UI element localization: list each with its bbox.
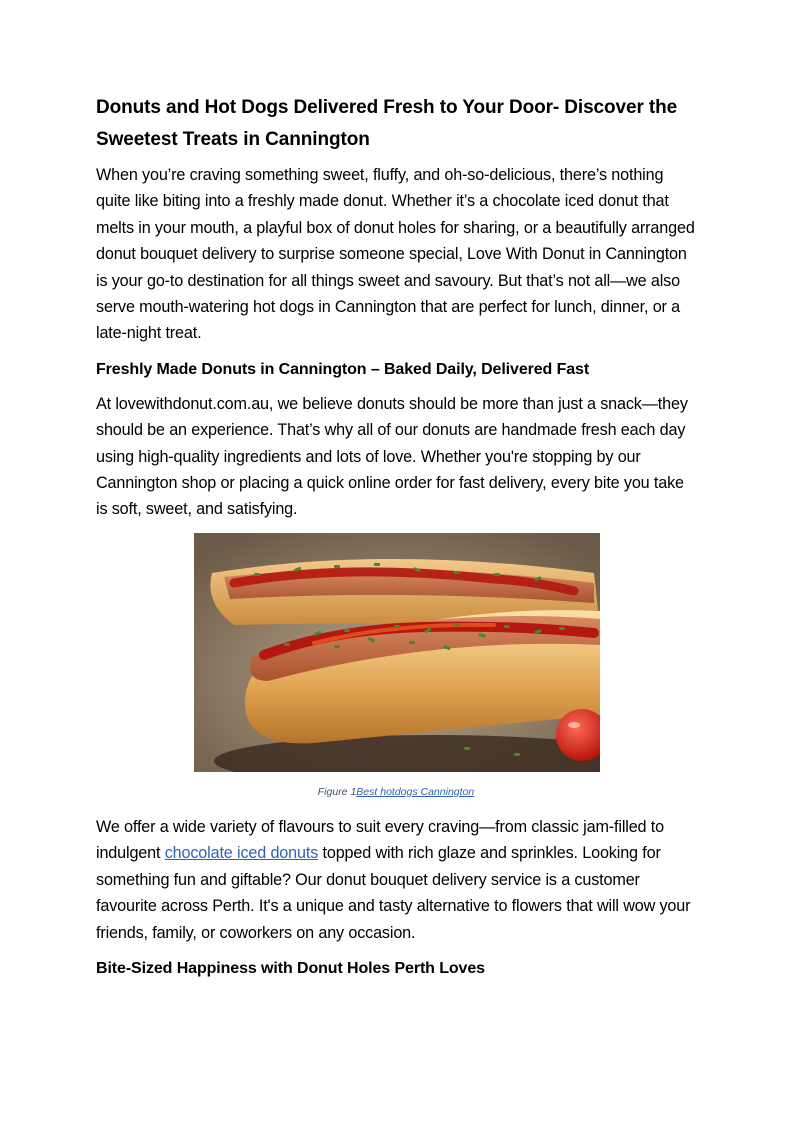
figure-caption-link[interactable]: Best hotdogs Cannington — [356, 785, 475, 798]
hotdog-figure — [96, 533, 696, 798]
section-heading-donut-holes: Bite-Sized Happiness with Donut Holes Perth Loves — [96, 959, 485, 977]
chocolate-iced-donuts-link[interactable]: chocolate iced donuts — [164, 844, 319, 863]
figure-caption — [96, 786, 696, 798]
section-fresh-donuts-paragraph: At lovewithdonut.com.au, we believe donuts should be more than just a snack—they should be an experience. That’s why all of our donuts are handmade fresh each day using high-quality ingredients and lots of love. Whether you're stopping by our Cannington shop or placing a quick online order for fast delivery, every bite you take is soft, sweet, and satisfying. — [96, 394, 688, 519]
intro-paragraph: When you’re craving something sweet, fluffy, and oh-so-delicious, there’s nothing quite like biting into a freshly made donut. Whether it’s a chocolate iced donut that melts in your mouth, a playful box of donut holes for sharing, or a beautifully arranged donut bouquet delivery to surprise someone special, Love With Donut in Cannington is your go-to destination for all things sweet and savoury. But that’s not all—we also serve mouth-watering hot dogs in Cannington that are perfect for lunch, dinner, or a late-night treat. — [96, 166, 695, 343]
flavours-text-before: We offer a wide variety of flavours to suit every craving—from classic jam-filled to indulgent — [96, 817, 664, 863]
document-page — [96, 92, 696, 990]
section-heading-fresh-donuts: Freshly Made Donuts in Cannington – Baked Daily, Delivered Fast — [96, 360, 590, 378]
page-title: Donuts and Hot Dogs Delivered Fresh to Your Door- Discover the Sweetest Treats in Cannington — [96, 97, 678, 150]
figure-caption-prefix: Figure 1 — [317, 785, 357, 798]
flavours-text-after: topped with rich glaze and sprinkles. Looking for something fun and giftable? Our donut bouquet delivery service is a customer favourite across Perth. It's a unique and tasty alternative to flowers that will wow your friends, family, or coworkers on any occasion. — [96, 844, 691, 942]
hotdog-photo — [194, 533, 600, 772]
section-flavours-paragraph — [96, 814, 696, 946]
